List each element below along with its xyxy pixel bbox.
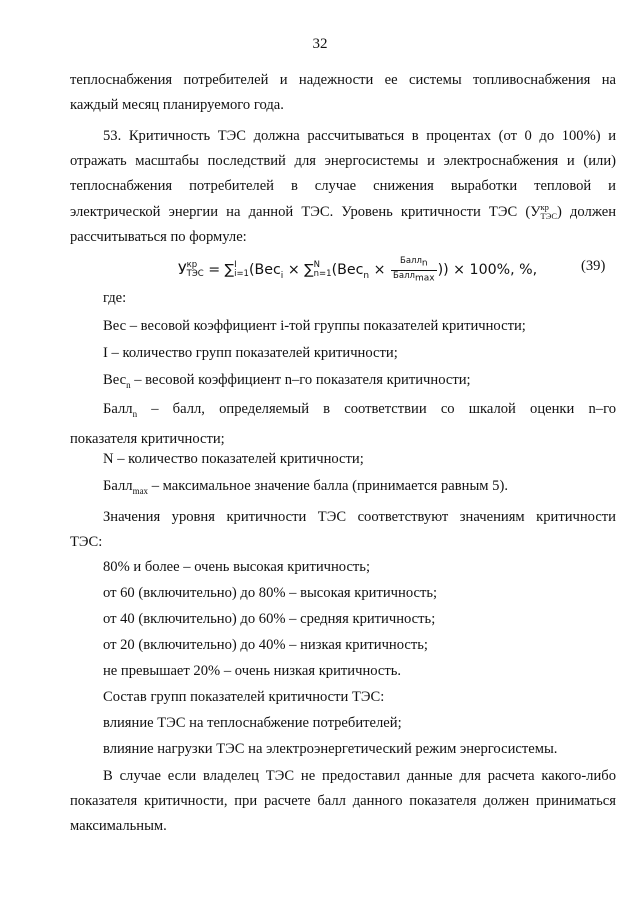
page-number: 32: [312, 36, 328, 52]
groups-intro: Состав групп показателей критичности ТЭС:: [103, 689, 385, 705]
group-item: влияние ТЭС на теплоснабжение потребителей;: [103, 715, 402, 731]
clause-53-line-1: 53. Критичность ТЭС должна рассчитываться в процентах (от 0 до 100%) и: [103, 128, 616, 144]
definition-text: – балл, определяемый в соответствии со шкалой оценки n–го: [137, 401, 616, 417]
ball-def-line-2: показателя критичности;: [70, 431, 225, 448]
clause-53-line-4-text: электрической энергии на данной ТЭС. Уровень критичности ТЭС (У: [70, 203, 541, 220]
intro-line-1: теплоснабжения потребителей и надежности ее системы топливоснабжения на: [70, 72, 616, 88]
levels-intro-line-2: ТЭС:: [70, 534, 103, 551]
formula-equals: =: [203, 262, 225, 279]
fraction-numerator: [391, 256, 437, 271]
clause-53-line-4-end: ) должен: [557, 203, 616, 220]
level-item: 80% и более – очень высокая критичность;: [103, 559, 371, 575]
definition-term: Вес: [103, 372, 127, 388]
definition-text: – весовой коэффициент i-той группы показателей критичности;: [126, 318, 526, 334]
clause-53-sub: ТЭС: [540, 211, 558, 222]
level-item: от 40 (включительно) до 60% – средняя критичность;: [103, 611, 436, 627]
sum-sign-icon: ∑: [224, 262, 235, 279]
sum2-limits: [314, 261, 332, 279]
formula-tail: )) × 100%, %,: [437, 262, 538, 279]
definition-sub: n: [126, 379, 131, 390]
where-label: где:: [103, 290, 127, 306]
formula-fraction: [391, 256, 437, 284]
denominator-sub: max: [414, 273, 435, 284]
ball-def-line-1: [70, 397, 616, 427]
definition-sub: n: [132, 408, 138, 419]
definition-bec-n: [103, 372, 471, 390]
sum2-lower: n=1: [313, 269, 332, 280]
formula-times: ×: [283, 262, 305, 279]
formula-lhs-sup: кр: [186, 260, 198, 271]
intro-line-2: каждый месяц планируемого года.: [70, 97, 284, 114]
fraction-denominator: [391, 271, 437, 285]
intro-paragraph: [70, 68, 616, 118]
final-paragraph: [70, 764, 616, 840]
definition-text: – количество показателей критичности;: [113, 451, 364, 467]
group-item: влияние нагрузки ТЭС на электроэнергетический режим энергосистемы.: [103, 741, 558, 757]
sum1-limits: [234, 261, 249, 279]
clause-53-line-4: [70, 200, 616, 225]
definition-text: – весовой коэффициент n–го показателя критичности;: [130, 372, 471, 388]
definition-term: Балл: [103, 478, 133, 494]
sum1-lower: i=1: [234, 269, 249, 280]
formula-bec-n: (Вес: [331, 262, 364, 279]
final-line-3: максимальным.: [70, 818, 167, 835]
formula-lhs: У: [178, 262, 187, 279]
definition-i: [103, 345, 398, 362]
sum2-upper: N: [313, 260, 321, 271]
denominator-text: Балл: [393, 270, 415, 281]
clause-53-line-5: рассчитываться по формуле:: [70, 228, 247, 245]
formula-times-2: ×: [369, 262, 391, 279]
levels-intro-line-1: Значения уровня критичности ТЭС соответствуют значениям критичности: [103, 509, 616, 525]
definition-sub: max: [132, 485, 149, 496]
final-line-2: показателя критичности, при расчете балл данного показателя должен приниматься: [70, 793, 616, 810]
criticality-formula: [178, 256, 537, 284]
level-item: от 60 (включительно) до 80% – высокая критичность;: [103, 585, 438, 601]
formula-bec-i: (Вес: [248, 262, 281, 279]
definition-bec-i: [103, 318, 526, 335]
formula-lhs-indices: [187, 261, 204, 279]
definition-n: [103, 451, 364, 468]
final-line-1: В случае если владелец ТЭС не предоставил данные для расчета какого-либо: [103, 768, 616, 784]
clause-53-sup: кр: [540, 202, 549, 213]
formula-bec-n-sub: n: [363, 271, 370, 282]
definition-text: – максимальное значение балла (принимается равным 5).: [148, 478, 508, 494]
clause-53-line-2: отражать масштабы последствий для энергосистемы и электроснабжения и (или): [70, 153, 616, 170]
levels-intro: [70, 505, 616, 555]
clause-53-paragraph: [70, 124, 616, 250]
definition-term: N: [103, 451, 114, 467]
clause-53-symbol-indices: [541, 203, 557, 221]
definition-text: – количество групп показателей критичности;: [107, 345, 398, 361]
definition-term: Балл: [103, 401, 133, 417]
formula-bec-i-sub: i: [280, 271, 284, 282]
numerator-text: Балл: [399, 256, 422, 266]
clause-53-line-3: теплоснабжения потребителей в случае снижения выработки тепловой и: [70, 178, 616, 195]
definition-ball-max: [103, 478, 508, 496]
sum1-upper: I: [234, 260, 237, 271]
equation-number: (39): [581, 258, 606, 274]
level-item: от 20 (включительно) до 40% – низкая критичность;: [103, 637, 428, 653]
level-item: не превышает 20% – очень низкая критичность.: [103, 663, 402, 679]
definition-term: Вес: [103, 318, 127, 334]
formula-lhs-sub: ТЭС: [186, 269, 204, 280]
definition-term: I: [103, 345, 108, 361]
numerator-sub: n: [421, 258, 428, 269]
sum-sign-icon: ∑: [304, 262, 314, 279]
definition-ball-n: [70, 397, 616, 452]
